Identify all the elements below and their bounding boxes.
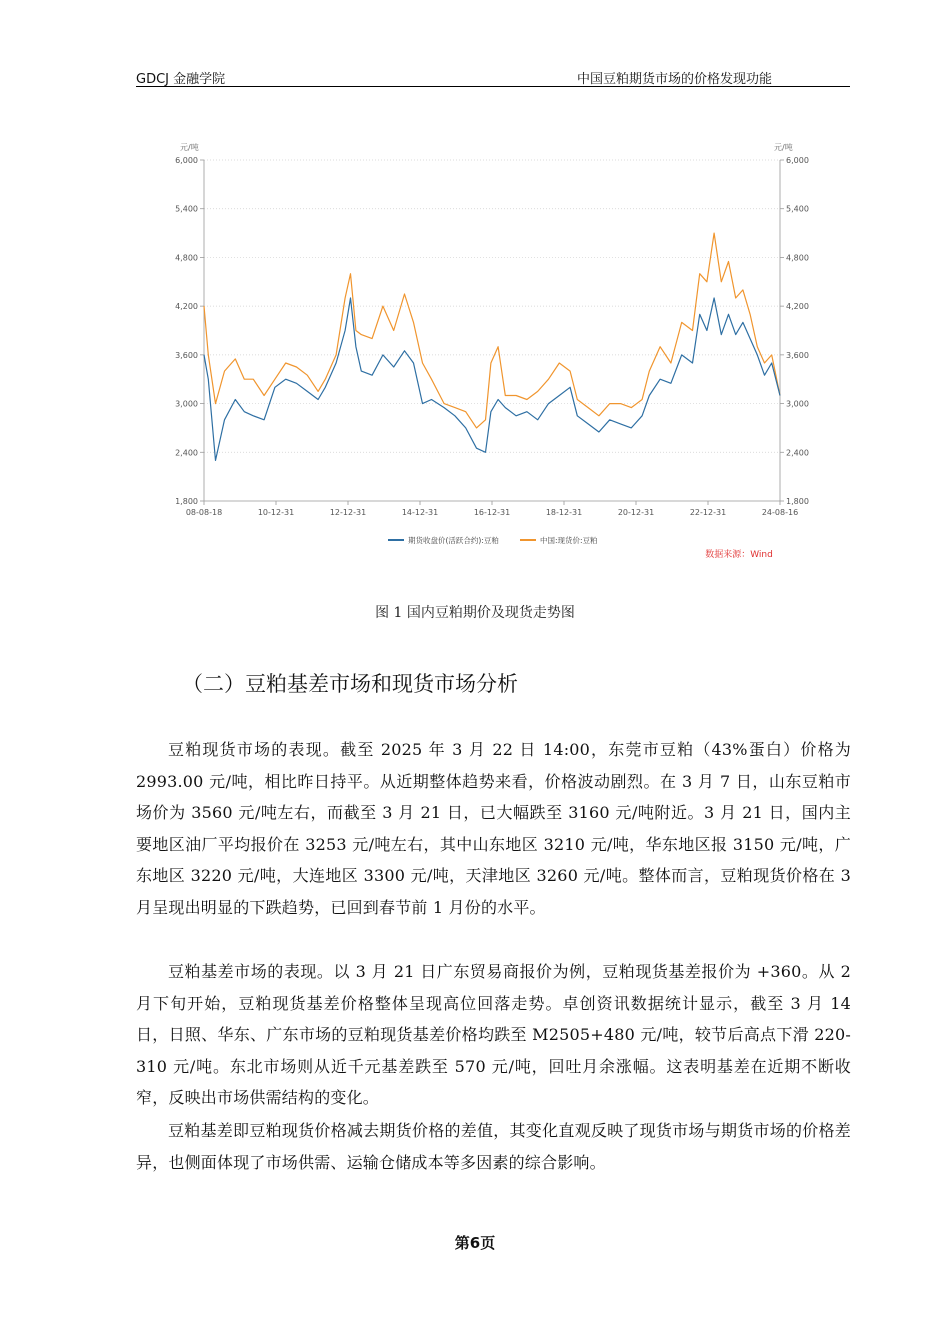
y-tick-label-left: 4,200 bbox=[175, 302, 198, 312]
header-right-text: 中国豆粕期货市场的价格发现功能 bbox=[577, 72, 773, 87]
y-tick-label-right: 3,000 bbox=[786, 399, 809, 409]
y-tick-label-left: 2,400 bbox=[175, 448, 198, 458]
y-tick-label-left: 6,000 bbox=[175, 156, 198, 165]
y-tick-label-right: 1,800 bbox=[786, 497, 809, 506]
legend-label: 期货收盘价(活跃合约):豆粕 bbox=[408, 536, 499, 545]
y-axis-unit-left: 元/吨 bbox=[180, 143, 199, 152]
y-tick-label-right: 4,800 bbox=[786, 253, 809, 263]
y-axis-unit-right: 元/吨 bbox=[774, 143, 793, 152]
x-tick-label: 14-12-31 bbox=[401, 508, 439, 517]
y-tick-label-left: 3,000 bbox=[175, 399, 198, 409]
y-tick-label-right: 3,600 bbox=[786, 350, 809, 360]
y-tick-label-left: 1,800 bbox=[175, 497, 198, 506]
y-tick-label-left: 5,400 bbox=[175, 204, 198, 214]
y-tick-label-right: 6,000 bbox=[786, 156, 809, 165]
header-left-text: GDCJ 金融学院 bbox=[136, 72, 226, 87]
figure-caption: 图 1 国内豆粕期价及现货走势图 bbox=[375, 605, 575, 621]
paragraph-basis-market: 豆粕基差市场的表现。以 3 月 21 日广东贸易商报价为例，豆粕现货基差报价为 +360。从 2 月下旬开始，豆粕现货基差价格整体呈现高位回落走势。卓创资讯数据统计显示，截至 3 月 14 日，日照、华东、广东市场的豆粕现货基差价格均跌至 M2505+480 元/吨，较节后高点下滑 220-310 元/吨。东北市场则从近千元基差跌至 570 元/吨，回吐月余涨幅。这表明基差在近期不断收窄，反映出市场供需结构的变化。 bbox=[136, 962, 851, 1107]
y-tick-label-right: 5,400 bbox=[786, 204, 809, 214]
paragraph-spot-market: 豆粕现货市场的表现。截至 2025 年 3 月 22 日 14:00，东莞市豆粕（43%蛋白）价格为 2993.00 元/吨，相比昨日持平。从近期整体趋势来看，价格波动剧烈。在 3 月 7 日，山东豆粕市场价为 3560 元/吨左右，而截至 3 月 21 日，已大幅跌至 3160 元/吨附近。3 月 21 日，国内主要地区油厂平均报价在 3253 元/吨左右，其中山东地区 3210 元/吨，华东地区报 3150 元/吨，广东地区 3220 元/吨，大连地区 3300 元/吨，天津地区 3260 元/吨。整体而言，豆粕现货价格在 3 月呈现出明显的下跌趋势，已回到春节前 1 月份的水平。 bbox=[136, 740, 851, 917]
x-tick-label: 10-12-31 bbox=[257, 508, 295, 517]
legend-label: 中国:现货价:豆粕 bbox=[540, 536, 598, 545]
paragraph-basis-definition: 豆粕基差即豆粕现货价格减去期货价格的差值，其变化直观反映了现货市场与期货市场的价格差异，也侧面体现了市场供需、运输仓储成本等多因素的综合影响。 bbox=[136, 1121, 851, 1172]
x-tick-label: 20-12-31 bbox=[617, 508, 655, 517]
y-tick-label-left: 4,800 bbox=[175, 253, 198, 263]
section-heading: （二）豆粕基差市场和现货市场分析 bbox=[182, 672, 518, 696]
price-chart bbox=[160, 138, 820, 568]
x-tick-label: 22-12-31 bbox=[689, 508, 727, 517]
x-tick-label: 12-12-31 bbox=[329, 508, 367, 517]
y-tick-label-right: 4,200 bbox=[786, 302, 809, 312]
x-tick-label: 18-12-31 bbox=[545, 508, 583, 517]
y-tick-label-left: 3,600 bbox=[175, 350, 198, 360]
series-line-spot bbox=[204, 233, 780, 428]
data-source-note: 数据来源：Wind bbox=[705, 550, 773, 560]
page-header bbox=[136, 66, 850, 87]
chart-svg bbox=[160, 138, 820, 568]
x-tick-label: 16-12-31 bbox=[473, 508, 511, 517]
page-number: 第6页 bbox=[454, 1234, 496, 1252]
y-tick-label-right: 2,400 bbox=[786, 448, 809, 458]
x-tick-label: 08-08-18 bbox=[185, 508, 223, 517]
x-tick-label: 24-08-16 bbox=[761, 508, 799, 517]
